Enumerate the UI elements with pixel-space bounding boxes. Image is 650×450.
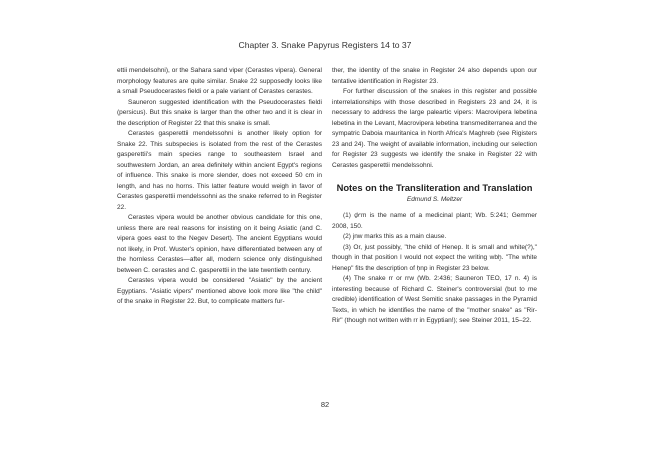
page-number: 82 — [320, 400, 330, 409]
notes-author: Edmund S. Meltzer — [406, 196, 463, 203]
body-paragraph: ther, the identity of the snake in Register 24 also depends upon our tentative identification in Register 23. — [332, 67, 537, 85]
body-paragraph: Cerastes vipera would be considered "Asiatic" by the ancient Egyptians. "Asiatic vipers" mentioned above look more like "the child" of the snake in Register 22. But, to complicate matters fur- — [117, 277, 322, 305]
body-paragraph: Sauneron suggested identification with the Pseudocerastes fieldi (persicus). But this snake is larger than the other two and it is clear in the description of Register 22 that this snake is small. — [117, 98, 322, 127]
note-item: (2) jnw marks this as a main clause. — [343, 233, 447, 240]
body-paragraph: ettii mendelsohni), or the Sahara sand viper (Cerastes vipera). General morphology features are quite similar. Snake 22 supposedly looks like a small Pseudocerastes fieldi or a pale variant of Cerastes cerastes. — [117, 67, 322, 95]
body-paragraph: For further discussion of the snakes in this register and possible interrelationships with those described in Registers 23 and 24, it is necessary to address the large paleartic vipers: Macrovipera lebetina lebetina in the Levant, Macrovipera lebetina transmediterranea and the sympatric Daboia mauritanica in North Africa's Maghreb (see Rigisters 23 and 24). The weight of available information, including our selection for Register 23 suggests we identify the snake in Register 22 with Cerastes gasperettii mendelssohni. — [332, 88, 537, 169]
note-item: (3) Or, just possibly, "the child of Henep. It is small and white(?)," though in that position I would not expect the writing wbḫ. "The white Henep" fits the description of ḥnp in Register 23 below. — [332, 243, 537, 272]
note-item: (1) ḏꜥm is the name of a medicinal plant; Wb. 5:241; Gemmer 2008, 150. — [332, 212, 537, 230]
body-paragraph: Cerastes vipera would be another obvious candidate for this one, unless there are real reasons for insisting on it being Asiatic (and C. vipera goes east to the Negev Desert). The ancient Egyptians would not likely, in Prof. Wuster's opinion, have differentiated between any of the hornless Cerastes—after all, modern science only distinguished between C. cerastes and C. gasperettii in the late twentieth century. — [117, 214, 322, 274]
left-column — [117, 66, 322, 308]
note-item: (4) The snake rr or rrw (Wb. 2:436; Sauneron TEO, 17 n. 4) is interesting because of Richard C. Steiner's controversial (but to me credible) identification of West Semitic snake passages in the Pyramid Texts, in which he identifies the name of the "mother snake" as "Rir-Rir" (though not written with rr in Egyptian!); see Steiner 2011, 15–22. — [332, 275, 537, 324]
running-head: Chapter 3. Snake Papyrus Registers 14 to 37 — [238, 40, 412, 50]
notes-section-title: Notes on the Transliteration and Translation — [336, 182, 533, 193]
right-column — [332, 66, 537, 327]
body-paragraph: Cerastes gasperettii mendelssohni is another likely option for Snake 22. This subspecies is isolated from the rest of the Cerastes gasperettii's main species range to southeastern Israel and southwestern Jordan, an area definitely within ancient Egypt's regions of influence. This snake is more slender, does not exceed 50 cm in length, and has no horns. This latter feature would weigh in favor of Cerastes gasperettii mendelssohni as the snake referred to in Register 22. — [117, 130, 322, 211]
